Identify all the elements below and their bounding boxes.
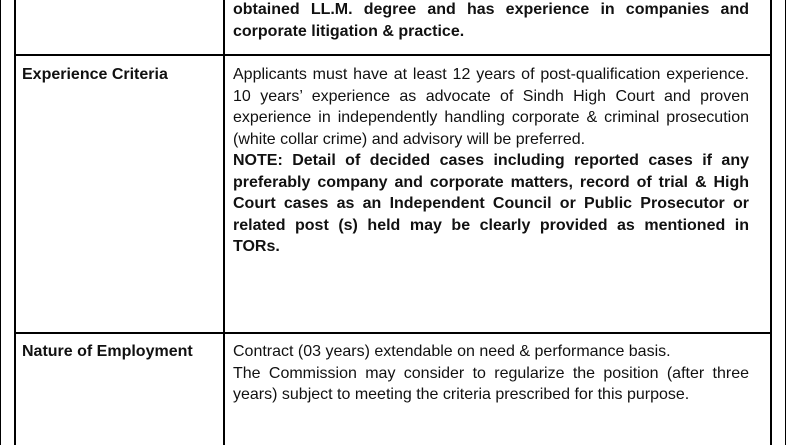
nature-paragraph-2: The Commission may consider to regularize the position (after three years) subject to meeting the criteria prescribed for this purpose. (233, 364, 749, 403)
table-row-divider (14, 54, 772, 56)
nature-of-employment-label: Nature of Employment (22, 343, 193, 360)
table-row-divider (14, 332, 772, 334)
page-edge-line (0, 0, 1, 445)
nature-of-employment-cell (233, 341, 749, 406)
experience-note: NOTE: Detail of decided cases including reported cases if any preferably company and corporate matters, record of trial & High Court cases as an Independent Council or Public Prosecutor or related post (s) held may be clearly provided as mentioned in TORs. (233, 152, 749, 255)
experience-paragraph: Applicants must have at least 12 years of post-qualification experience. 10 years’ experience as advocate of Sindh High Court and proven experience in independently handling corporate & criminal prosecution (white collar crime) and advisory will be preferred. (233, 66, 749, 148)
table-left-border (14, 0, 16, 445)
table-column-divider (223, 0, 225, 445)
qualification-cell (233, 0, 749, 42)
experience-criteria-label: Experience Criteria (22, 66, 168, 83)
table-right-border (770, 0, 772, 445)
qualification-text: obtained LL.M. degree and has experience in companies and corporate litigation & practice. (233, 1, 749, 40)
nature-paragraph-1: Contract (03 years) extendable on need & performance basis. (233, 343, 671, 360)
page-right-line (785, 0, 786, 445)
experience-criteria-cell (233, 64, 749, 258)
